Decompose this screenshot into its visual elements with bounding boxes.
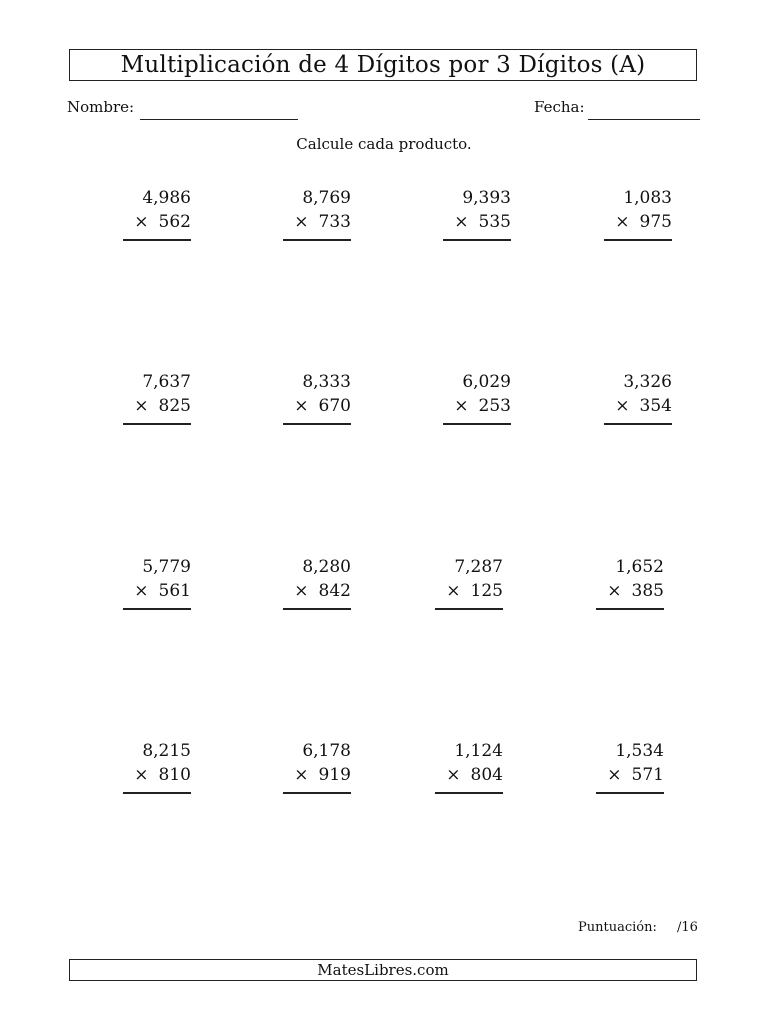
times-symbol: × <box>294 765 309 785</box>
multiplicand: 8,280 <box>302 557 351 577</box>
times-symbol: × <box>607 765 622 785</box>
problem-9 <box>115 557 191 617</box>
multiplier-line <box>607 765 664 785</box>
multiplier: 804 <box>470 765 503 785</box>
multiplicand: 1,083 <box>623 188 672 208</box>
multiplicand: 1,652 <box>615 557 664 577</box>
answer-rule <box>604 239 672 241</box>
multiplier: 562 <box>158 212 191 232</box>
times-symbol: × <box>134 212 149 232</box>
multiplier: 253 <box>478 396 511 416</box>
multiplicand: 8,769 <box>302 188 351 208</box>
answer-rule <box>596 792 664 794</box>
times-symbol: × <box>134 765 149 785</box>
multiplicand: 1,124 <box>454 741 503 761</box>
answer-rule <box>443 239 511 241</box>
multiplicand: 6,029 <box>462 372 511 392</box>
multiplicand: 7,637 <box>142 372 191 392</box>
multiplier: 125 <box>470 581 503 601</box>
problem-2 <box>275 188 351 248</box>
times-symbol: × <box>454 212 469 232</box>
multiplicand: 1,534 <box>615 741 664 761</box>
multiplier-line <box>134 765 191 785</box>
problem-3 <box>435 188 511 248</box>
multiplicand: 5,779 <box>142 557 191 577</box>
name-line <box>140 119 298 120</box>
instructions: Calcule cada producto. <box>296 135 472 153</box>
date-label: Fecha: <box>534 98 585 116</box>
multiplier: 561 <box>158 581 191 601</box>
multiplicand: 6,178 <box>302 741 351 761</box>
multiplicand: 9,393 <box>462 188 511 208</box>
multiplier-line <box>454 396 511 416</box>
times-symbol: × <box>446 765 461 785</box>
times-symbol: × <box>134 396 149 416</box>
problem-7 <box>435 372 511 432</box>
multiplier: 919 <box>318 765 351 785</box>
problem-4 <box>596 188 672 248</box>
multiplier-line <box>607 581 664 601</box>
multiplier-line <box>294 212 351 232</box>
multiplier: 733 <box>318 212 351 232</box>
multiplier-line <box>446 581 503 601</box>
answer-rule <box>123 239 191 241</box>
answer-rule <box>283 423 351 425</box>
multiplier: 354 <box>639 396 672 416</box>
problem-11 <box>427 557 503 617</box>
answer-rule <box>443 423 511 425</box>
multiplier: 975 <box>639 212 672 232</box>
multiplier-line <box>294 396 351 416</box>
multiplicand: 4,986 <box>142 188 191 208</box>
problem-10 <box>275 557 351 617</box>
multiplier-line <box>615 396 672 416</box>
times-symbol: × <box>454 396 469 416</box>
multiplier: 825 <box>158 396 191 416</box>
multiplier-line <box>454 212 511 232</box>
problem-1 <box>115 188 191 248</box>
multiplier: 842 <box>318 581 351 601</box>
times-symbol: × <box>294 396 309 416</box>
answer-rule <box>123 423 191 425</box>
times-symbol: × <box>607 581 622 601</box>
problem-8 <box>596 372 672 432</box>
multiplier-line <box>134 581 191 601</box>
times-symbol: × <box>615 212 630 232</box>
multiplier: 385 <box>631 581 664 601</box>
multiplicand: 3,326 <box>623 372 672 392</box>
multiplier-line <box>294 581 351 601</box>
multiplier: 810 <box>158 765 191 785</box>
problem-13 <box>115 741 191 801</box>
problem-15 <box>427 741 503 801</box>
problem-12 <box>588 557 664 617</box>
answer-rule <box>283 239 351 241</box>
multiplier: 535 <box>478 212 511 232</box>
multiplier-line <box>134 396 191 416</box>
score-total: /16 <box>677 920 698 935</box>
problem-14 <box>275 741 351 801</box>
times-symbol: × <box>615 396 630 416</box>
multiplicand: 8,215 <box>142 741 191 761</box>
date-line <box>588 119 700 120</box>
multiplier: 571 <box>631 765 664 785</box>
problem-5 <box>115 372 191 432</box>
answer-rule <box>123 608 191 610</box>
multiplicand: 7,287 <box>454 557 503 577</box>
answer-rule <box>596 608 664 610</box>
title-text: Multiplicación de 4 Dígitos por 3 Dígitos (A) <box>120 52 646 78</box>
times-symbol: × <box>134 581 149 601</box>
answer-rule <box>435 792 503 794</box>
score-label: Puntuación: <box>578 920 657 935</box>
problem-6 <box>275 372 351 432</box>
answer-rule <box>123 792 191 794</box>
times-symbol: × <box>294 212 309 232</box>
times-symbol: × <box>446 581 461 601</box>
footer-site: MatesLibres.com <box>317 961 449 979</box>
answer-rule <box>283 608 351 610</box>
answer-rule <box>604 423 672 425</box>
multiplier-line <box>446 765 503 785</box>
multiplier-line <box>134 212 191 232</box>
multiplier-line <box>615 212 672 232</box>
problem-16 <box>588 741 664 801</box>
multiplicand: 8,333 <box>302 372 351 392</box>
times-symbol: × <box>294 581 309 601</box>
name-label: Nombre: <box>67 98 135 116</box>
footer <box>69 959 697 981</box>
answer-rule <box>283 792 351 794</box>
answer-rule <box>435 608 503 610</box>
multiplier-line <box>294 765 351 785</box>
worksheet-title <box>69 49 697 81</box>
multiplier: 670 <box>318 396 351 416</box>
